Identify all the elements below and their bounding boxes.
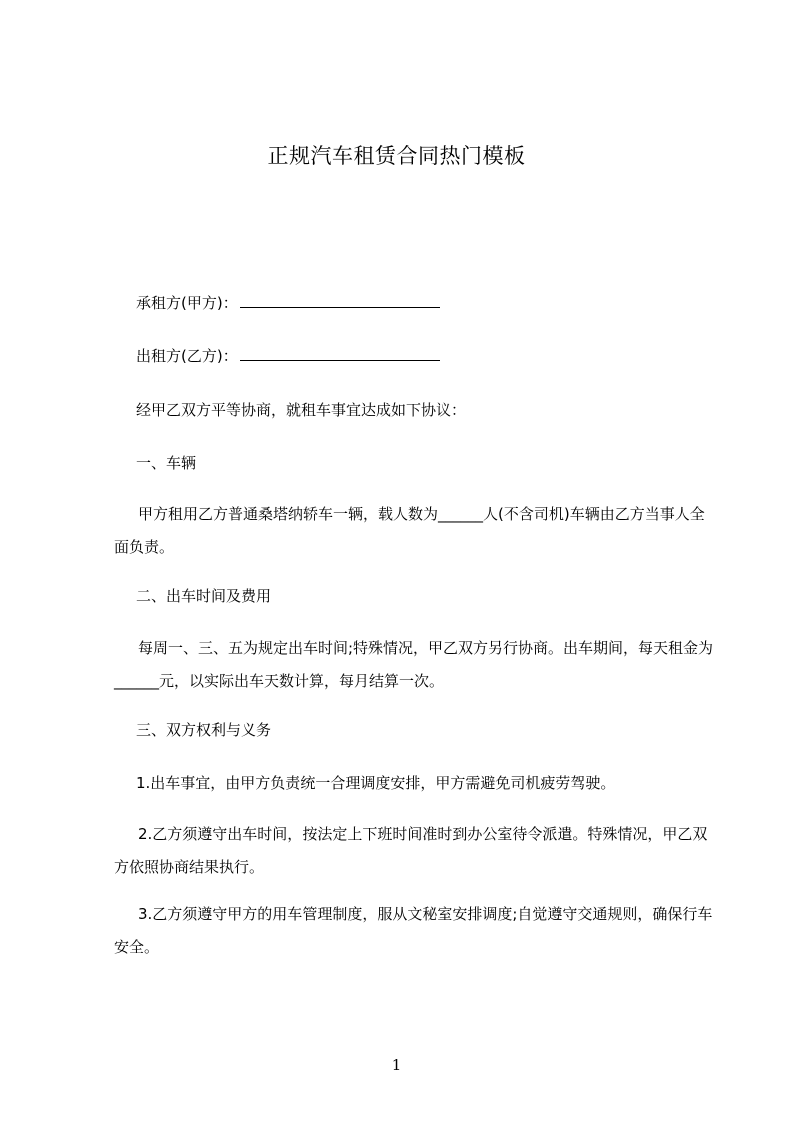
section2-heading: 二、出车时间及费用 [136,587,272,605]
section3-heading: 三、双方权利与义务 [136,721,272,739]
lessor-blank [240,346,440,361]
intro-text: 经甲乙双方平等协商，就租车事宜达成如下协议： [136,401,467,419]
section2-body: 每周一、三、五为规定出车时间;特殊情况，甲乙双方另行协商。出车期间，每天租金为______元，以实际出车天数计算，每月结算一次。 [114,639,714,690]
section1-heading: 一、车辆 [136,454,197,472]
document-title: 正规汽车租赁合同热门模板 [267,144,526,168]
lessee-label: 承租方(甲方)： [136,294,238,312]
lessor-line [136,345,440,366]
section3-item-2: 2.乙方须遵守出车时间，按法定上下班时间准时到办公室待令派遣。特殊情况，甲乙双方依照协商结果执行。 [114,825,708,876]
section1-body: 甲方租用乙方普通桑塔纳轿车一辆，载人数为______人(不含司机)车辆由乙方当事人全面负责。 [114,505,705,556]
lessee-blank [240,293,440,308]
section3-item-1: 1.出车事宜，由甲方负责统一合理调度安排，甲方需避免司机疲劳驾驶。 [136,774,616,792]
page-number: 1 [391,1056,402,1074]
lessee-line [136,292,440,313]
lessor-label: 出租方(乙方)： [136,347,238,365]
section3-item-3: 3.乙方须遵守甲方的用车管理制度，服从文秘室安排调度;自觉遵守交通规则，确保行车安全。 [114,905,713,956]
